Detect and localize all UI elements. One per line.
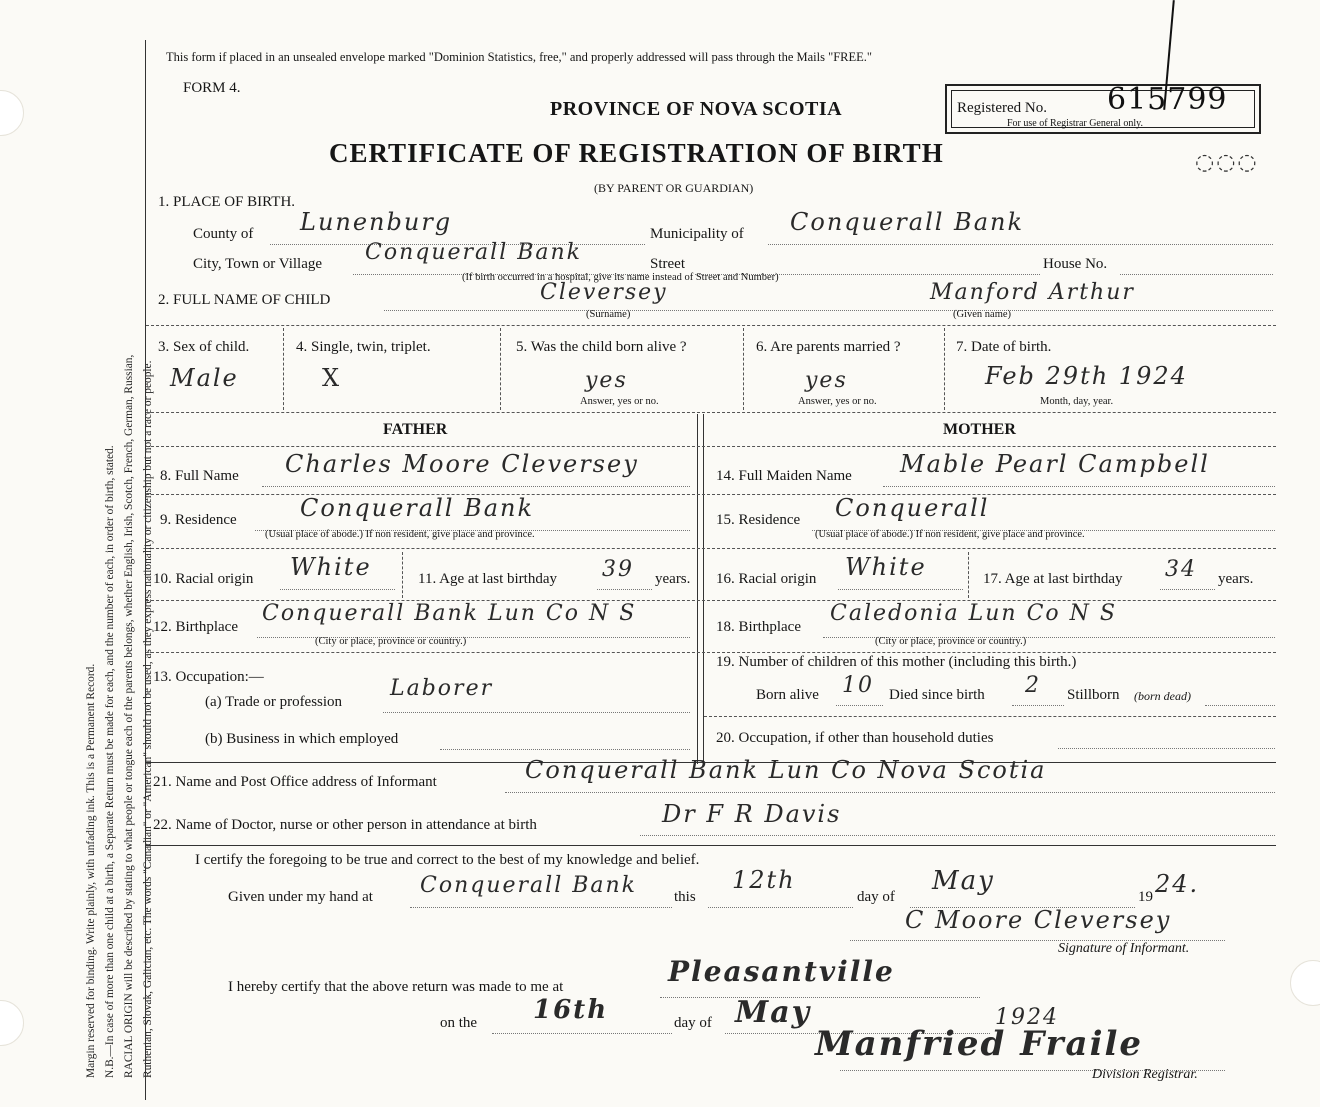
answer-note: Answer, yes or no. <box>580 396 659 407</box>
father-birthplace-label: 12. Birthplace <box>153 619 238 635</box>
born-alive-question-label: 5. Was the child born alive ? <box>516 339 687 355</box>
house-number-label: House No. <box>1043 256 1108 272</box>
parents-married-label: 6. Are parents married ? <box>756 339 901 355</box>
mother-racial-origin-line <box>838 589 963 590</box>
municipality-value[interactable]: Conquerall Bank <box>790 208 1024 236</box>
certify-statement: I certify the foregoing to be true and correct to the best of my knowledge and belief. <box>195 852 700 868</box>
place-of-birth-label: 1. PLACE OF BIRTH. <box>158 194 296 210</box>
given-day-line <box>708 907 853 908</box>
municipality-line <box>768 244 1273 245</box>
margin-rule <box>145 40 146 1100</box>
business-line <box>440 749 690 750</box>
margin-line: Ruthenian, Slovak, Galician, etc. The words "Canadian" or "American" should not be used, as they express nationality or citizenship but not a race or people. <box>142 360 154 1078</box>
given-place-value[interactable]: Conquerall Bank <box>420 873 637 898</box>
father-residence-value[interactable]: Conquerall Bank <box>300 494 534 522</box>
parent-column-divider <box>697 414 698 764</box>
registrar-signature-label: Division Registrar. <box>1092 1067 1198 1082</box>
house-number-line <box>1120 274 1273 275</box>
registered-number-box <box>945 84 1261 134</box>
residence-note: (Usual place of abode.) If non resident, give place and province. <box>265 529 535 540</box>
birthplace-note: (City or place, province or country.) <box>315 636 467 647</box>
hospital-note: (If birth occurred in a hospital, give its name instead of Street and Number) <box>462 272 779 283</box>
registrar-year-value[interactable]: 1924 <box>995 1005 1059 1030</box>
doctor-label: 22. Name of Doctor, nurse or other person in attendance at birth <box>153 817 537 833</box>
residence-note: (Usual place of abode.) If non resident, give place and province. <box>815 529 1085 540</box>
street-label: Street <box>650 256 685 272</box>
registrar-day-of-label: day of <box>674 1015 712 1031</box>
informant-signature[interactable]: C Moore Cleversey <box>905 906 1172 934</box>
mother-birthplace-value[interactable]: Caledonia Lun Co N S <box>830 601 1117 626</box>
registrar-signature[interactable]: Manfried Fraile <box>815 1024 1144 1064</box>
mother-heading: MOTHER <box>943 421 1016 438</box>
informant-label: 21. Name and Post Office address of Informant <box>153 774 437 790</box>
registrar-day-line <box>492 1033 672 1034</box>
mother-birthplace-label: 18. Birthplace <box>716 619 801 635</box>
punch-hole <box>0 90 24 136</box>
registrar-place-value[interactable]: Pleasantville <box>668 955 895 988</box>
registered-label: Registered No. <box>957 100 1047 116</box>
city-label: City, Town or Village <box>193 256 323 272</box>
given-day-value[interactable]: 12th <box>732 866 796 894</box>
registered-number: 615799 <box>1107 82 1228 117</box>
father-racial-origin-value[interactable]: White <box>290 553 372 581</box>
punch-hole <box>0 1000 24 1046</box>
father-birthplace-value[interactable]: Conquerall Bank Lun Co N S <box>262 601 637 626</box>
informant-value[interactable]: Conquerall Bank Lun Co Nova Scotia <box>525 756 1047 784</box>
registrar-use-note: For use of Registrar General only. <box>1007 118 1143 129</box>
father-name-line <box>262 486 690 487</box>
doctor-value[interactable]: Dr F R Davis <box>662 800 842 828</box>
mother-residence-label: 15. Residence <box>716 512 801 528</box>
divider <box>283 328 284 410</box>
child-name-label: 2. FULL NAME OF CHILD <box>158 292 331 308</box>
plurality-value[interactable]: X <box>322 364 342 392</box>
divider <box>743 328 744 410</box>
father-age-value[interactable]: 39 <box>602 557 634 582</box>
father-residence-label: 9. Residence <box>160 512 237 528</box>
divider <box>146 412 1276 413</box>
divider <box>968 552 969 598</box>
on-the-label: on the <box>440 1015 478 1031</box>
registrar-day-value[interactable]: 16th <box>533 995 609 1025</box>
mother-occupation-label: 20. Occupation, if other than household duties <box>716 730 994 746</box>
punch-hole <box>1290 960 1320 1006</box>
born-alive-line <box>836 705 883 706</box>
informant-line <box>505 792 1275 793</box>
informant-signature-label: Signature of Informant. <box>1058 941 1190 956</box>
mother-age-line <box>1160 589 1215 590</box>
registrar-month-value[interactable]: May <box>735 995 812 1030</box>
child-given-name-value[interactable]: Manford Arthur <box>930 280 1135 305</box>
stillborn-note: (born dead) <box>1134 689 1191 703</box>
year-prefix: 19 <box>1138 889 1153 905</box>
sex-label: 3. Sex of child. <box>158 339 250 355</box>
occupation-label: 13. Occupation:— <box>153 669 264 685</box>
trade-value[interactable]: Laborer <box>390 676 494 701</box>
trade-line <box>383 712 690 713</box>
mother-age-value[interactable]: 34 <box>1165 557 1197 582</box>
born-alive-label: Born alive <box>756 687 819 703</box>
child-name-line <box>384 310 1273 311</box>
child-surname-value[interactable]: Cleversey <box>540 280 668 305</box>
born-alive-value[interactable]: 10 <box>842 673 874 698</box>
mail-notice: This form if placed in an unsealed envelope marked "Dominion Statistics, free," and properly addressed will pass through the Mails "FREE." <box>166 50 873 64</box>
given-under-hand-label: Given under my hand at <box>228 889 373 905</box>
sex-value[interactable]: Male <box>170 364 239 392</box>
business-label: (b) Business in which employed <box>205 731 399 747</box>
given-year-value[interactable]: 24. <box>1155 870 1200 898</box>
born-alive-answer[interactable]: yes <box>585 368 628 393</box>
margin-line: N.B.—In case of more than one child at a birth, a Separate Return must be made for each, and the number of each, in order of birth, stated. <box>104 445 116 1078</box>
municipality-label: Municipality of <box>650 226 744 242</box>
parent-column-divider <box>703 414 704 764</box>
mother-age-label: 17. Age at last birthday <box>983 571 1123 587</box>
divider <box>146 845 1276 846</box>
divider <box>500 328 501 410</box>
binding-margin-instructions <box>82 78 158 1078</box>
given-month-value[interactable]: May <box>932 866 995 896</box>
mother-age-unit: years. <box>1218 571 1254 587</box>
died-since-birth-line <box>1012 705 1064 706</box>
mother-name-value[interactable]: Mable Pearl Campbell <box>900 450 1210 478</box>
father-age-line <box>597 589 652 590</box>
father-name-value[interactable]: Charles Moore Cleversey <box>285 450 639 478</box>
mother-racial-origin-value[interactable]: White <box>845 553 927 581</box>
stillborn-line <box>1205 705 1275 706</box>
father-racial-origin-line <box>280 589 395 590</box>
answer-note: Answer, yes or no. <box>798 396 877 407</box>
given-place-line <box>410 907 672 908</box>
pen-doodle: ◌◌◌ <box>1195 150 1259 175</box>
divider <box>944 328 945 410</box>
county-label: County of <box>193 226 254 242</box>
mother-racial-origin-label: 16. Racial origin <box>716 571 817 587</box>
province-heading: PROVINCE OF NOVA SCOTIA <box>550 98 843 120</box>
children-count-label: 19. Number of children of this mother (including this birth.) <box>716 654 1077 670</box>
given-name-note: (Given name) <box>953 309 1012 320</box>
this-label: this <box>674 889 696 905</box>
father-age-unit: years. <box>655 571 691 587</box>
plurality-label: 4. Single, twin, triplet. <box>296 339 431 355</box>
date-note: Month, day, year. <box>1040 396 1114 407</box>
trade-label: (a) Trade or profession <box>205 694 343 710</box>
father-age-label: 11. Age at last birthday <box>418 571 557 587</box>
mother-name-label: 14. Full Maiden Name <box>716 468 852 484</box>
mother-residence-value[interactable]: Conquerall <box>835 494 990 522</box>
doctor-line <box>640 835 1275 836</box>
father-racial-origin-label: 10. Racial origin <box>153 571 254 587</box>
certificate-subtitle: (BY PARENT OR GUARDIAN) <box>594 181 754 195</box>
father-heading: FATHER <box>383 421 448 438</box>
registrar-place-line <box>660 997 980 998</box>
day-of-label: day of <box>857 889 895 905</box>
certificate-title: CERTIFICATE OF REGISTRATION OF BIRTH <box>329 138 944 168</box>
margin-line: Margin reserved for binding. Write plainly, with unfading ink. This is a Permanent Record. <box>85 663 97 1078</box>
mother-occupation-line <box>1058 748 1275 749</box>
margin-line: RACIAL ORIGIN will be described by stating to what people or tongue each of the parents belongs, whether English, Irish, Scotch, French, German, Russian, <box>123 354 135 1078</box>
divider <box>146 548 1276 549</box>
county-value[interactable]: Lunenburg <box>300 208 453 236</box>
parents-married-answer[interactable]: yes <box>805 368 848 393</box>
mother-name-line <box>883 486 1275 487</box>
divider <box>146 652 1276 653</box>
father-name-label: 8. Full Name <box>160 468 239 484</box>
divider <box>402 552 403 598</box>
registrar-statement: I hereby certify that the above return was made to me at <box>228 979 564 995</box>
died-since-birth-value[interactable]: 2 <box>1025 673 1041 698</box>
date-of-birth-value[interactable]: Feb 29th 1924 <box>985 362 1188 390</box>
date-of-birth-label: 7. Date of birth. <box>956 339 1052 355</box>
surname-note: (Surname) <box>586 309 631 320</box>
stillborn-label: Stillborn <box>1067 687 1120 703</box>
form-number: FORM 4. <box>183 80 241 96</box>
birthplace-note: (City or place, province or country.) <box>875 636 1027 647</box>
city-value[interactable]: Conquerall Bank <box>365 240 582 265</box>
divider <box>146 446 1276 447</box>
died-since-birth-label: Died since birth <box>889 687 985 703</box>
divider <box>704 716 1276 717</box>
divider <box>146 325 1276 326</box>
